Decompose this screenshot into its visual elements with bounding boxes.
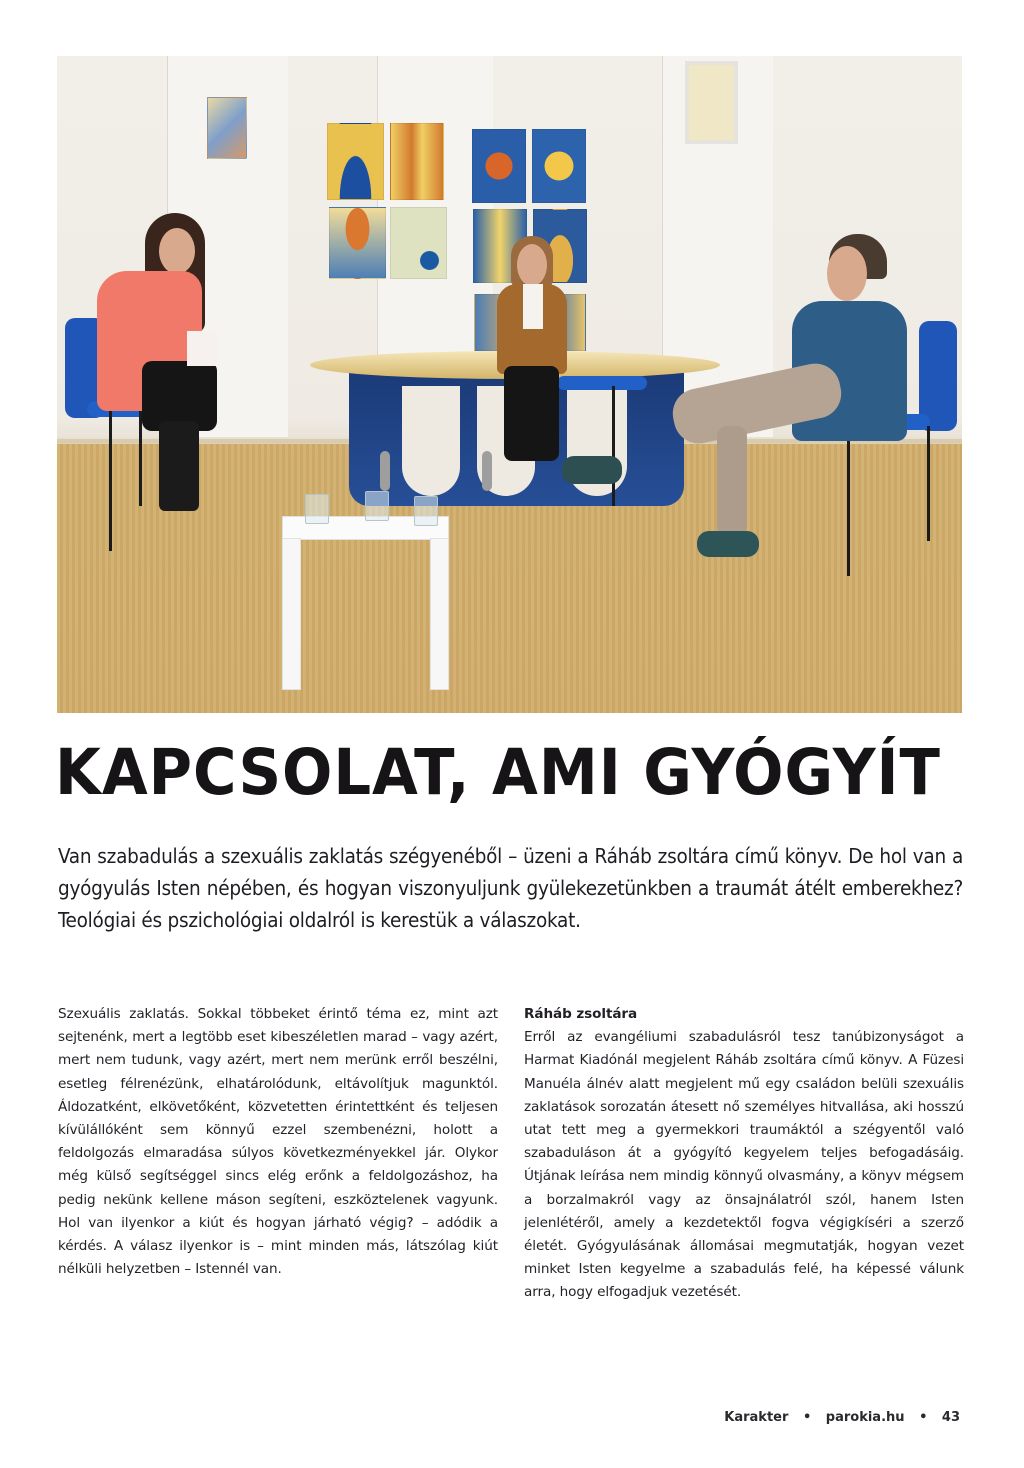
- person-right-head: [827, 246, 867, 301]
- person-middle-blouse: [523, 284, 543, 329]
- chair-leg: [927, 426, 930, 541]
- paper-booklet: [187, 331, 217, 366]
- magazine-name: Karakter: [724, 1410, 789, 1425]
- water-glass: [305, 494, 329, 524]
- page-number: 43: [941, 1410, 960, 1425]
- table-base-cutout: [402, 386, 460, 496]
- painting-blue-spire: [327, 123, 384, 200]
- painting-orange-flames: [390, 123, 444, 200]
- article-title: KAPCSOLAT, AMI GYÓGYÍT: [55, 736, 941, 809]
- page-footer: [724, 1410, 960, 1425]
- water-glass: [365, 491, 389, 521]
- person-right-shoe: [562, 456, 622, 484]
- wall-frame: [685, 61, 738, 144]
- left-column: [58, 1003, 498, 1281]
- painting-tree: [329, 207, 386, 279]
- painting-flower: [532, 129, 586, 203]
- chair-middle-seat: [557, 376, 647, 390]
- section-subheading: Ráháb zsoltára: [524, 1006, 638, 1022]
- microphone: [380, 451, 390, 491]
- water-glass: [414, 496, 438, 526]
- side-table-leg: [282, 538, 301, 690]
- right-column-paragraph: Erről az evangéliumi szabadulásról tesz tanúbizonyságot a Harmat Kiadónál megjelent Ráháb zsoltára című könyv. A Füzesi Manuéla álnév alatt megjelent mű egy családon belüli szexuális zaklatások sorozatán átesett nő személyes hitvallása, aki hosszú utat tett meg a gyermekkori traumáktól a szégyentől való szabaduláson át a gyógyító kegyelem teljes befogadásáig. Útjának leírása nem mindig könnyű olvasmány, a könyv mégsem a borzalmakról vagy az önsajnálatról szól, hanem Isten jelenlétéről, amely a kezdetektől fogva végigkíséri a szerző életét. Gyógyulásának állomásai megmutatják, hogyan vezet minket Isten kegyelme a szabadulás felé, ha képessé válunk arra, hogy elfogadjuk vezetését.: [524, 1029, 964, 1301]
- article-lead: Van szabadulás a szexuális zaklatás szégyenéből – üzeni a Ráháb zsoltára című könyv. De hol van a gyógyulás Isten népében, és hogyan viszonyuljunk gyülekezetünkben a traumát átélt emberekhez? Teológiai és pszichológiai oldalról is kerestük a válaszokat.: [58, 844, 963, 932]
- footer-separator: •: [919, 1410, 928, 1425]
- side-table-leg: [430, 538, 449, 690]
- painting-blue-orb: [390, 207, 447, 279]
- person-left-head: [159, 228, 195, 274]
- painting-abstract: [207, 97, 247, 159]
- microphone: [482, 451, 492, 491]
- chair-leg: [612, 386, 615, 506]
- person-left-boots: [159, 421, 199, 511]
- chair-leg: [847, 426, 850, 576]
- chair-leg: [109, 411, 112, 551]
- website-link[interactable]: parokia.hu: [825, 1410, 905, 1425]
- person-middle-head: [517, 244, 547, 286]
- right-column: [524, 1003, 964, 1305]
- footer-separator: •: [802, 1410, 812, 1425]
- person-right-shin: [717, 426, 747, 536]
- painting-sun-wheel: [472, 129, 526, 203]
- person-middle-legs: [504, 366, 559, 461]
- article-photo: [57, 56, 962, 713]
- person-right-shoe: [697, 531, 759, 557]
- left-column-paragraph: Szexuális zaklatás. Sokkal többeket érintő téma ez, mint azt sejtenénk, mert a legtöbb eset kibeszéletlen marad – vagy azért, mert nem tudunk, vagy azért, mert nem merünk erről beszélni, esetleg félrenézünk, elhatárolódunk, eltávolítjuk magunktól. Áldozatként, elkövetőként, közvetetten érintettként és teljesen kívülállóként sem könnyű ezzel szembenézni, holott a feldolgozás elmaradása súlyos következményekkel jár. Olykor még külső segítséggel sincs elég erőnk a feldolgozáshoz, ha pedig nekünk kellene máson segíteni, eszköztelenek vagyunk. Hol van ilyenkor a kiút és hogyan járható végig? – adódik a kérdés. A válasz ilyenkor is – mint minden más, látszólag kiút nélküli helyzetben – Istennél van.: [58, 1006, 498, 1278]
- chair-leg: [139, 411, 142, 506]
